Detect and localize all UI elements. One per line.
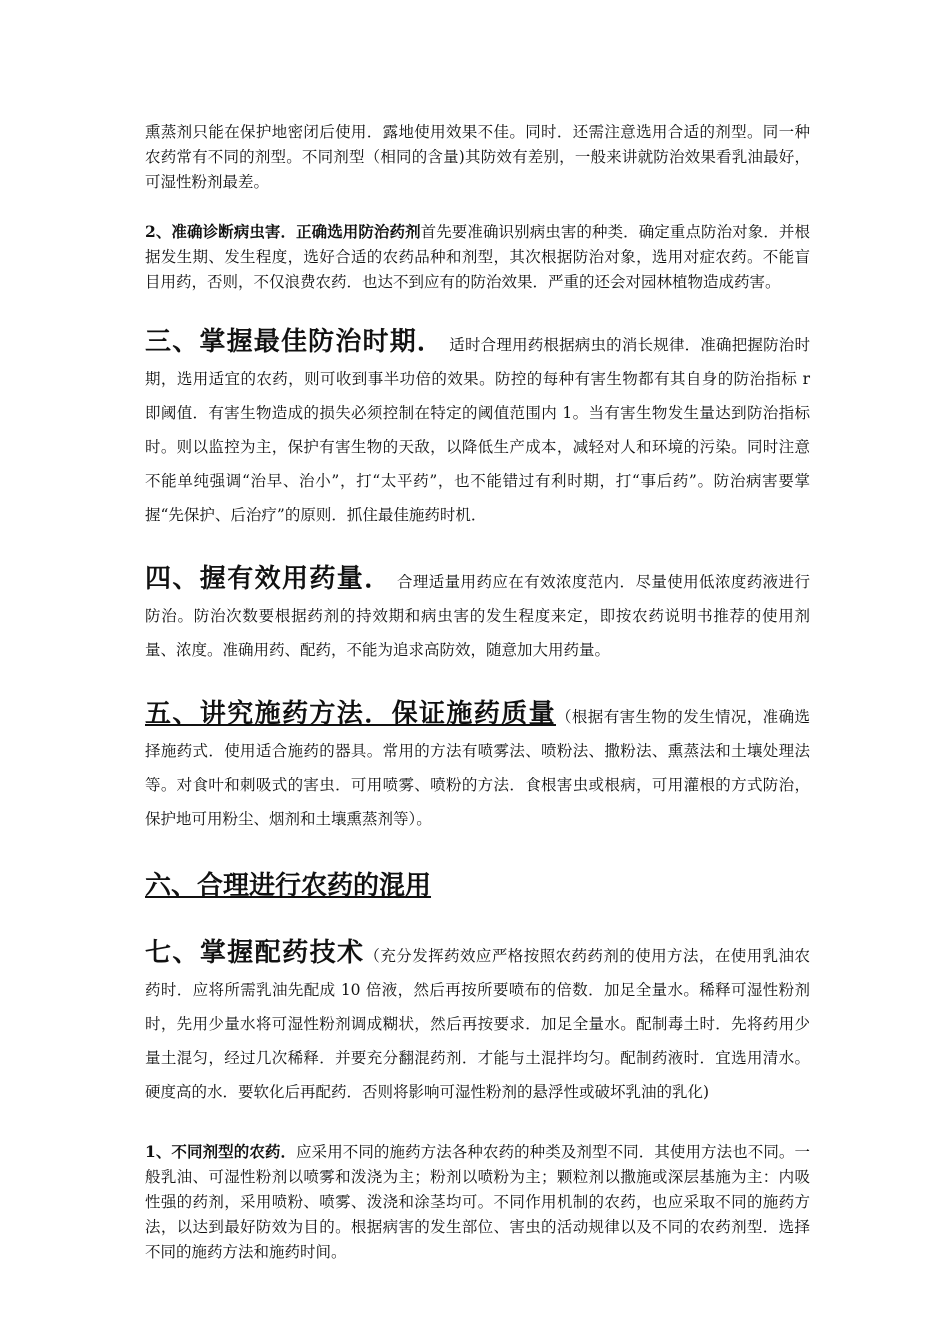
section-7-body: （充分发挥药效应严格按照农药药剂的使用方法，在使用乳油农药时．应将所需乳油先配成 10 倍液，然后再按所要喷布的倍数．加足全量水。稀释可湿性粉剂时，先用少量水将可湿性粉剂调成糊状，然后再按要求．加足全量水。配制毒土时．先将药用少量土混匀，经过几次稀释．并要充分翻混药剂．才能与土混拌均匀。配制药液时．宜选用清水。硬度高的水．要软化后再配药．否则将影响可湿性粉剂的悬浮性或破坏乳油的乳化) — [145, 947, 810, 1101]
section-4-body: 合理适量用药应在有效浓度范内．尽量使用低浓度药液进行防治。防治次数要根据药剂的持效期和病虫害的发生程度来定，即按农药说明书推荐的使用剂量、浓度。准确用药、配药，不能为追求高防效，随意加大用药量。 — [145, 573, 810, 659]
section-7 — [145, 936, 810, 1109]
section-4-heading: 四、握有效用药量． — [145, 564, 392, 594]
section-5 — [145, 697, 810, 836]
subsection-1-heading: 1、不同剂型的农药． — [145, 1142, 297, 1161]
section-2 — [145, 219, 810, 295]
section-7-heading: 七、掌握配药技术 — [145, 938, 365, 968]
section-6-heading: 六、合理进行农药的混用 — [145, 871, 432, 901]
section-3 — [145, 325, 810, 532]
section-5-body: （根据有害生物的发生情况，准确选择施药式．使用适合施药的器具。常用的方法有喷雾法、喷粉法、撒粉法、熏蒸法和土壤处理法等。对食叶和刺吸式的害虫．可用喷雾、喷粉的方法．食根害虫或根病，可用灌根的方式防治，保护地可用粉尘、烟剂和土壤熏蒸剂等）。 — [145, 708, 810, 828]
paragraph-fumigant: 熏蒸剂只能在保护地密闭后使用．露地使用效果不佳。同时．还需注意选用合适的剂型。同一种农药常有不同的剂型。不同剂型（相同的含量)其防效有差别，一般来讲就防治效果看乳油最好，可湿性粉剂最差。 — [145, 123, 810, 191]
subsection-1-body: 应采用不同的施药方法各种农药的种类及剂型不同．其使用方法也不同。一般乳油、可湿性粉剂以喷雾和泼浇为主；粉剂以喷粉为主；颗粒剂以撒施或深层基施为主：内吸性强的药剂，采用喷粉、喷雾、泼浇和涂茎均可。不同作用机制的农药，也应采取不同的施药方法，以达到最好防效为目的。根据病害的发生部位、害虫的活动规律以及不同的农药剂型．选择不同的施药方法和施药时间。 — [145, 1143, 810, 1261]
document-page — [145, 120, 810, 1265]
section-4 — [145, 562, 810, 667]
section-5-heading: 五、讲究施药方法．保证施药质量 — [145, 699, 556, 729]
subsection-1 — [145, 1139, 810, 1265]
section-2-heading: 2、准确诊断病虫害．正确选用防治药剂 — [145, 222, 421, 241]
section-3-body: 适时合理用药根据病虫的消长规律．准确把握防治时期，选用适宜的农药，则可收到事半功倍的效果。防控的每种有害生物都有其自身的防治指标 r 即阈值．有害生物造成的损失必须控制在特定的阈值范围内 1。当有害生物发生量达到防治指标时。则以监控为主，保护有害生物的天敌，以降低生产成本，减轻对人和环境的污染。同时注意不能单纯强调“治早、治小”，打“太平药”，也不能错过有利时期，打“事后药”。防治病害要掌握“先保护、后治疗”的原则．抓住最佳施药时机． — [145, 336, 810, 524]
section-2-body: 首先要准确识别病虫害的种类．确定重点防治对象．并根据发生期、发生程度，选好合适的农药品种和剂型，其次根据防治对象，选用对症农药。不能盲目用药，否则，不仅浪费农药．也达不到应有的防治效果．严重的还会对园林植物造成药害。 — [145, 223, 810, 291]
section-3-heading: 三、掌握最佳防治时期． — [145, 327, 445, 357]
